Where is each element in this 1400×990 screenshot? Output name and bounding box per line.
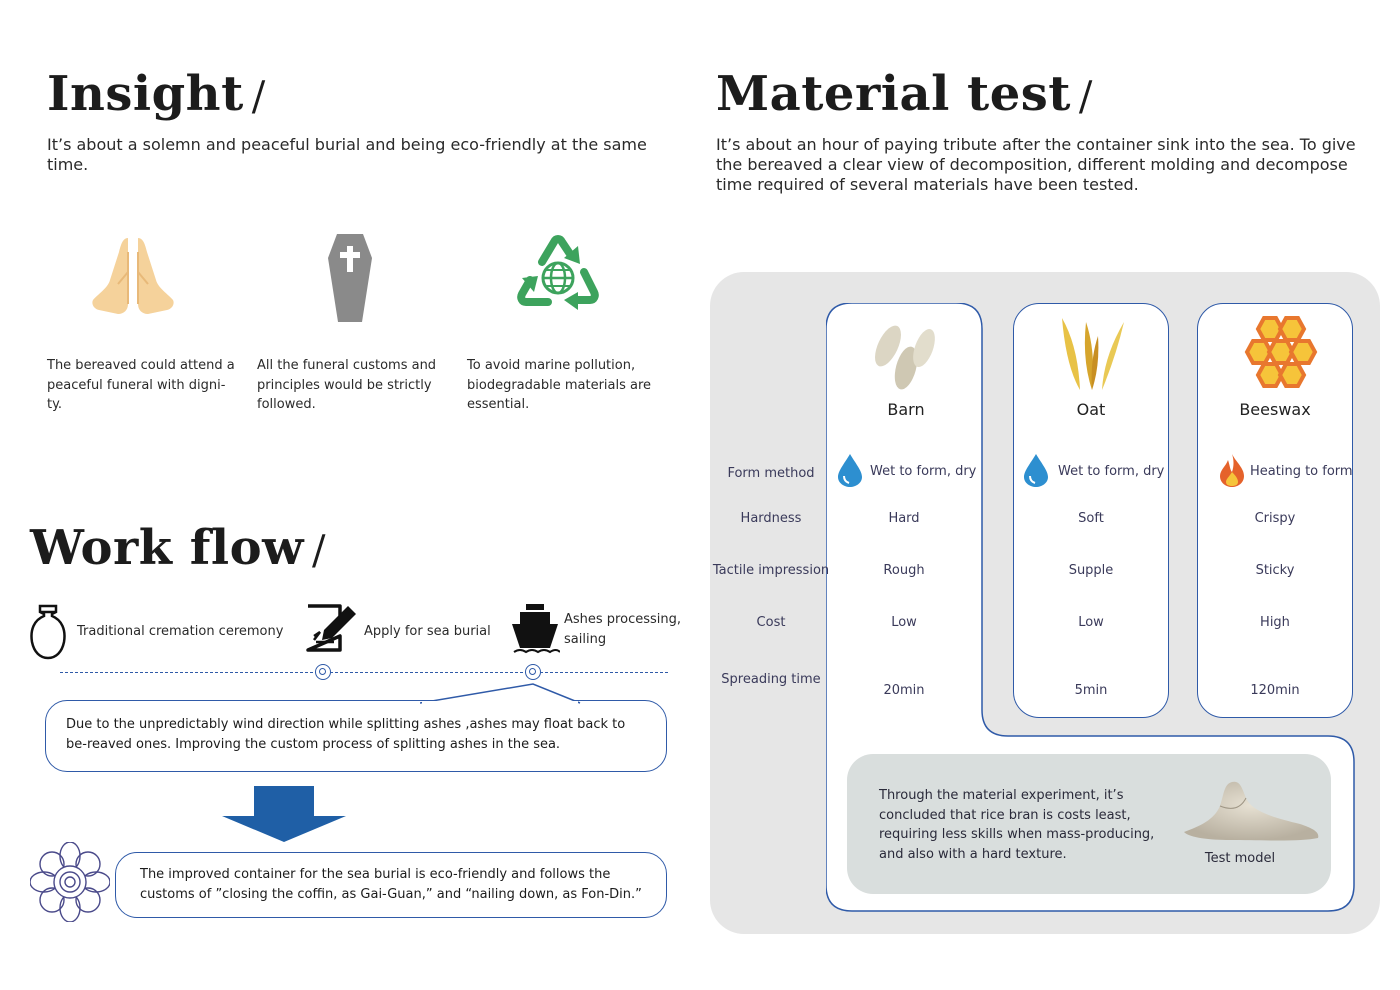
hardness-value: Soft xyxy=(1078,511,1104,526)
insight-item-text: All the funeral customs and principles would be strictly followed. xyxy=(257,358,437,412)
rice-grain-icon xyxy=(866,322,950,392)
row-label: Cost xyxy=(756,615,786,630)
test-model-image xyxy=(1180,776,1324,844)
timeline-line xyxy=(60,672,668,673)
hardness-value: Hard xyxy=(888,511,920,526)
form-method-value: Heating to form xyxy=(1250,464,1353,479)
cost-value: High xyxy=(1260,615,1290,630)
recycle-globe-icon xyxy=(512,232,604,322)
spreading-time-value: 20min xyxy=(883,683,925,698)
tactile-value: Supple xyxy=(1068,563,1114,578)
insight-item-text: To avoid marine pollution, biodegradable materials are essential. xyxy=(467,358,652,412)
arrow-down-icon xyxy=(222,786,346,842)
conclusion-text: Through the material experiment, it’s concluded that rice bran is costs least, requiring less skills when mass-producing, and also with a hard texture. xyxy=(879,788,1155,862)
problem-callout: Due to the unpredictably wind direction while splitting ashes ,ashes may float back to be-reaved ones. Improving the custom process of splitting ashes in the sea. xyxy=(45,700,667,772)
flower-container-icon xyxy=(30,842,110,922)
workflow-step-label: Ashes processing, sailing xyxy=(564,612,681,647)
coffin-icon xyxy=(320,232,380,324)
callout-pointer xyxy=(420,678,660,704)
row-label: Hardness xyxy=(740,511,802,526)
workflow-title: Work flow / xyxy=(30,520,326,576)
insight-lead: It’s about a solemn and peaceful burial and being eco-friendly at the same time. xyxy=(47,135,647,174)
spreading-time-value: 120min xyxy=(1250,683,1300,698)
test-model-caption: Test model xyxy=(1204,851,1276,866)
cost-value: Low xyxy=(1078,615,1104,630)
spreading-time-value: 5min xyxy=(1074,683,1108,698)
ship-icon xyxy=(510,602,560,654)
row-label: Tactile impression xyxy=(712,563,830,578)
tactile-value: Sticky xyxy=(1255,563,1295,578)
flame-icon xyxy=(1218,452,1246,488)
workflow-step-label: Traditional cremation ceremony xyxy=(77,624,284,639)
water-drop-icon xyxy=(1022,452,1050,488)
honeycomb-icon xyxy=(1236,314,1320,394)
row-label: Form method xyxy=(727,466,815,481)
insight-item-text: The bereaved could attend a peaceful funeral with digni-ty. xyxy=(47,358,235,412)
oat-icon xyxy=(1052,316,1132,392)
solution-callout: The improved container for the sea burial is eco-friendly and follows the customs of ”closing the coffin, as Gai-Guan,” and “nailing down, as Fon-Din.” xyxy=(115,852,667,918)
urn-icon xyxy=(28,604,68,660)
workflow-step-label: Apply for sea burial xyxy=(364,624,491,639)
hardness-value: Crispy xyxy=(1254,511,1296,526)
praying-hands-icon xyxy=(88,232,178,322)
insight-title: Insight / xyxy=(47,66,266,122)
water-drop-icon xyxy=(836,452,864,488)
material-name: Beeswax xyxy=(1239,400,1311,419)
material-title: Material test / xyxy=(716,66,1093,122)
sign-document-icon xyxy=(304,602,360,654)
material-name: Barn xyxy=(887,400,925,419)
timeline-node xyxy=(315,664,331,680)
material-lead: It’s about an hour of paying tribute after the container sink into the sea. To give the bereaved a clear view of decomposition, different molding and decompose time required of several materials have been tested. xyxy=(716,135,1356,194)
tactile-value: Rough xyxy=(883,563,925,578)
cost-value: Low xyxy=(891,615,917,630)
material-name: Oat xyxy=(1076,400,1106,419)
row-label: Spreading time xyxy=(721,672,821,687)
form-method-value: Wet to form, dry xyxy=(1058,464,1165,479)
form-method-value: Wet to form, dry xyxy=(870,464,977,479)
